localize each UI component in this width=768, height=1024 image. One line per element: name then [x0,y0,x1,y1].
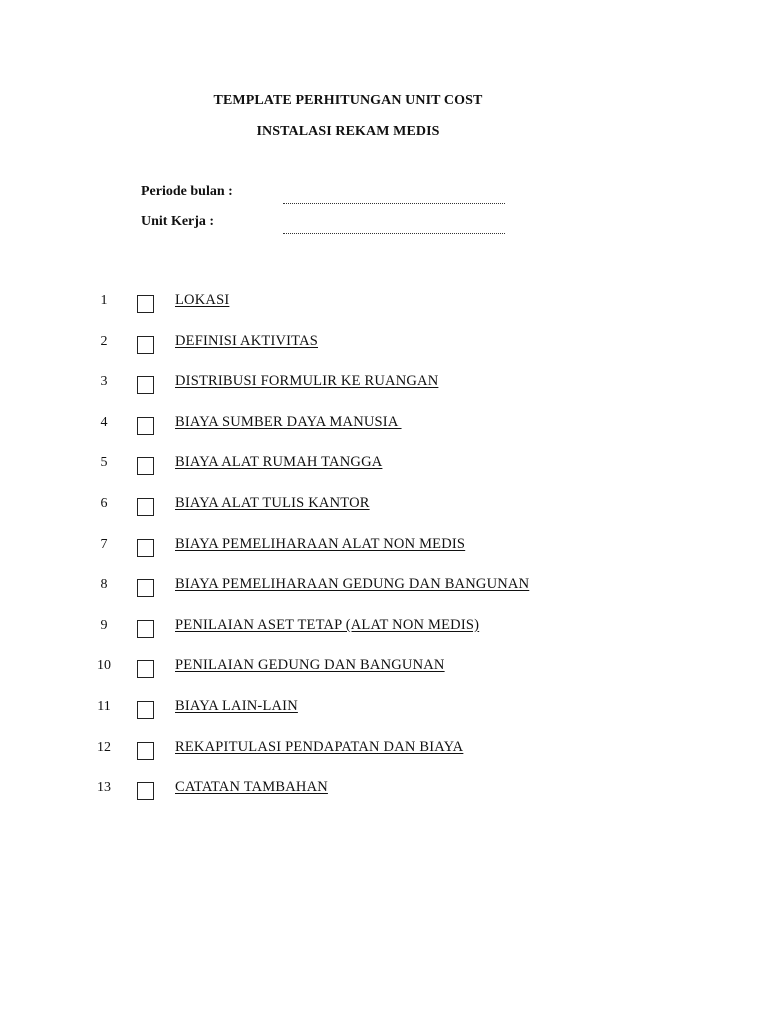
checkbox[interactable] [137,457,154,475]
item-number: 3 [100,374,108,390]
checkbox[interactable] [137,701,154,719]
item-link[interactable]: PENILAIAN GEDUNG DAN BANGUNAN [175,657,445,674]
checkbox[interactable] [137,295,154,313]
item-link[interactable]: LOKASI [175,292,230,308]
checklist-item [0,693,768,734]
checklist-item [0,571,768,612]
item-link[interactable]: BIAYA ALAT TULIS KANTOR [175,494,370,511]
checklist-item [0,368,768,409]
item-link[interactable]: BIAYA LAIN-LAIN [175,697,298,714]
periode-bulan-field[interactable] [283,203,505,204]
document-title: TEMPLATE PERHITUNGAN UNIT COST [213,93,483,108]
item-link[interactable]: DEFINISI AKTIVITAS [175,332,318,349]
item-number: 12 [97,739,111,755]
item-number: 6 [100,495,108,511]
periode-bulan-label: Periode bulan : [141,184,233,199]
item-link[interactable]: REKAPITULASI PENDAPATAN DAN BIAYA [175,738,464,755]
item-number: 2 [100,333,108,349]
unit-kerja-field[interactable] [283,233,505,234]
item-link[interactable]: BIAYA SUMBER DAYA MANUSIA [175,413,402,430]
item-number: 11 [97,698,111,714]
item-number: 5 [100,455,108,471]
section-checklist [0,287,768,815]
item-number: 9 [100,617,108,633]
item-number: 8 [100,577,108,593]
checkbox[interactable] [137,660,154,678]
checklist-item [0,449,768,490]
checkbox[interactable] [137,498,154,516]
item-number: 7 [100,536,108,552]
checklist-item [0,734,768,775]
checkbox[interactable] [137,539,154,557]
checkbox[interactable] [137,376,154,394]
document-subtitle: INSTALASI REKAM MEDIS [256,124,440,139]
item-number: 1 [100,293,108,308]
item-link[interactable]: PENILAIAN ASET TETAP (ALAT NON MEDIS) [175,616,480,633]
checklist-item [0,531,768,572]
checkbox[interactable] [137,579,154,597]
checkbox[interactable] [137,742,154,760]
checklist-item [0,328,768,369]
item-number: 10 [97,658,111,674]
checklist-item [0,774,768,815]
item-number: 13 [97,780,111,796]
unit-kerja-label: Unit Kerja : [141,214,215,229]
checklist-item [0,409,768,450]
item-number: 4 [100,414,108,430]
item-link[interactable]: BIAYA PEMELIHARAAN ALAT NON MEDIS [175,535,466,552]
item-link[interactable]: DISTRIBUSI FORMULIR KE RUANGAN [175,373,439,390]
checkbox[interactable] [137,336,154,354]
checklist-item [0,287,768,328]
checklist-item [0,652,768,693]
checkbox[interactable] [137,417,154,435]
item-link[interactable]: BIAYA ALAT RUMAH TANGGA [175,454,383,471]
checklist-item [0,612,768,653]
item-link[interactable]: CATATAN TAMBAHAN [175,779,328,796]
checklist-item [0,490,768,531]
item-link[interactable]: BIAYA PEMELIHARAAN GEDUNG DAN BANGUNAN [175,576,530,593]
checkbox[interactable] [137,782,154,800]
checkbox[interactable] [137,620,154,638]
